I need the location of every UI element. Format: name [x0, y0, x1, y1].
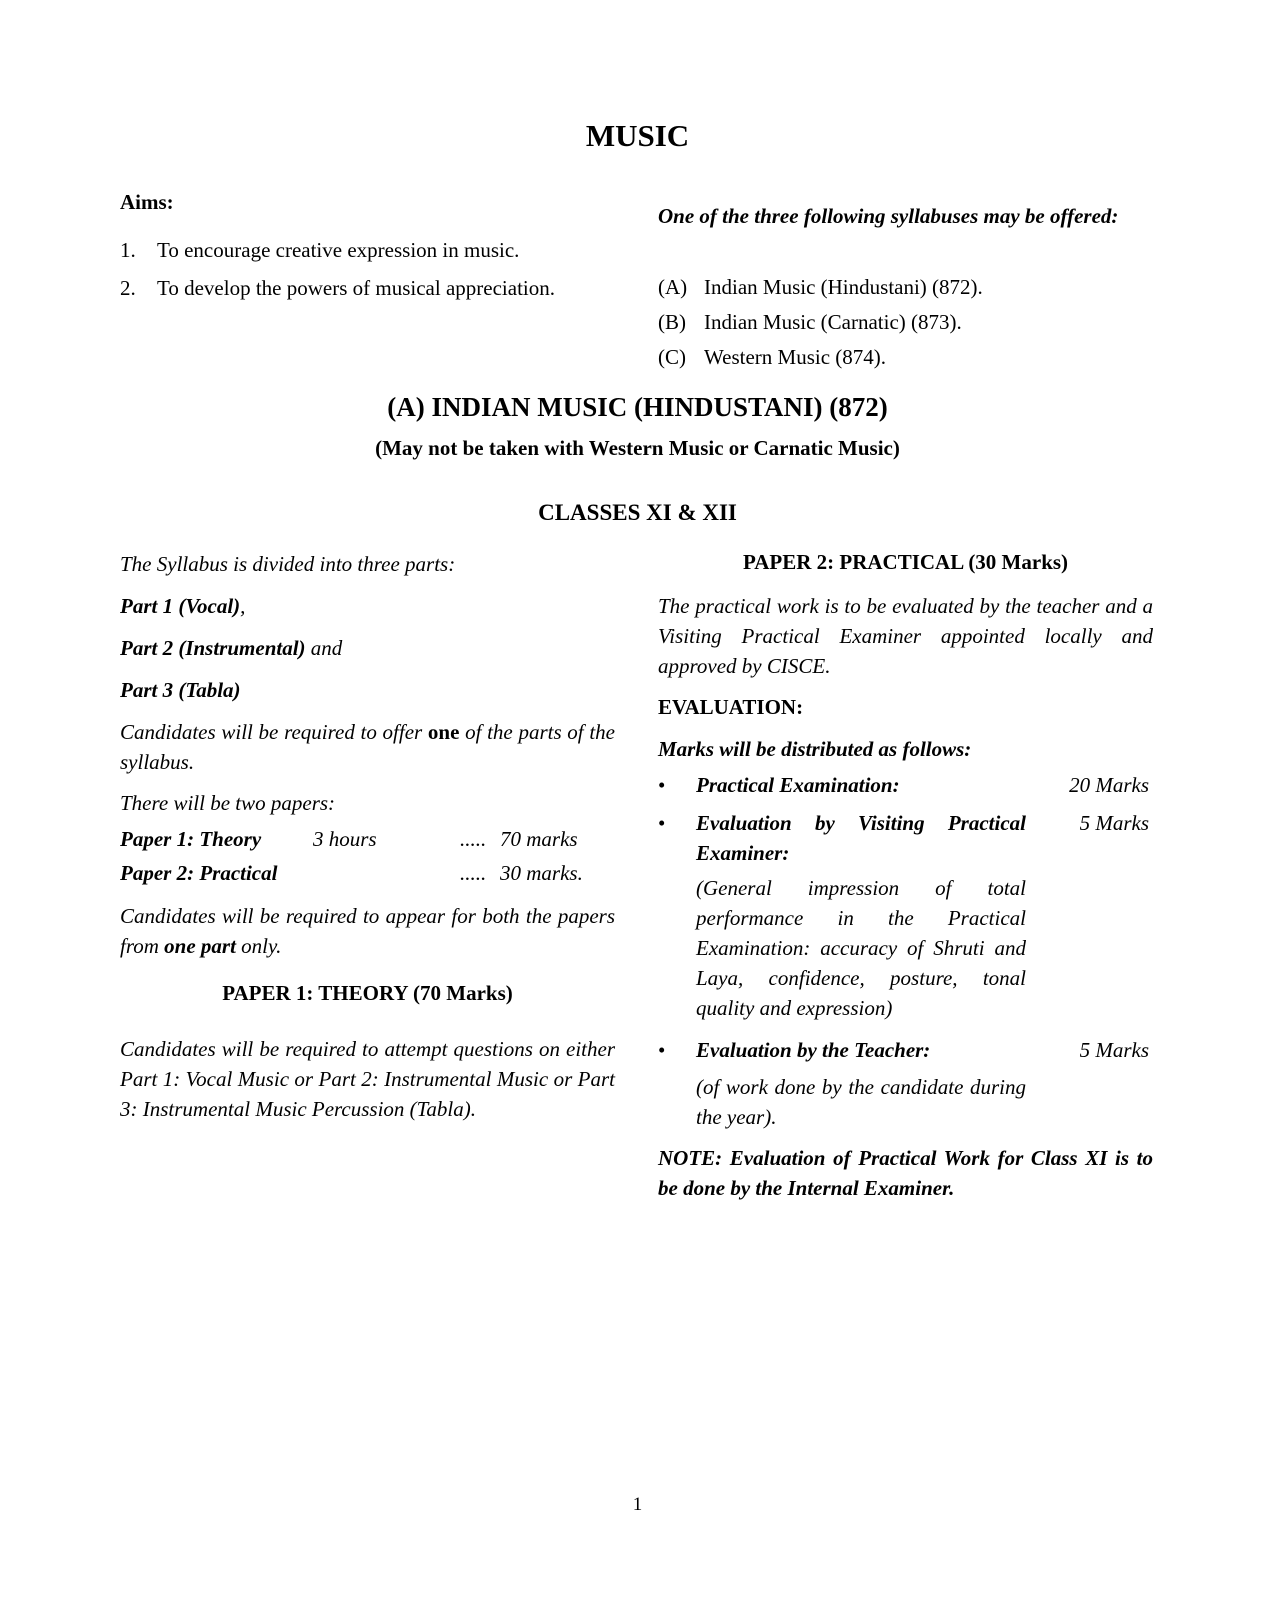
bullet-marker: •: [658, 1038, 666, 1062]
paper-marks: 70 marks: [500, 827, 578, 851]
aims-list: [120, 236, 555, 312]
part-2-line: [120, 633, 615, 663]
aims-item: [120, 236, 555, 274]
evaluation-item-label: Evaluation by Visiting Practical Examiner:: [696, 811, 1026, 865]
paper-marks: 30 marks.: [500, 861, 583, 885]
theory-text: Candidates will be required to attempt questions on either Part 1: Vocal Music or Part 2: Instrumental Music or Part 3: Instrumental Music Percussion (Tabla).: [120, 1037, 615, 1121]
page-title: MUSIC: [585, 118, 690, 153]
page-number: 1: [632, 1494, 643, 1515]
bullet-marker: •: [658, 811, 666, 835]
section-subtitle: (May not be taken with Western Music or Carnatic Music): [375, 436, 900, 460]
part-1-line: [120, 591, 615, 621]
aims-item-text: To encourage creative expression in music.: [157, 238, 520, 262]
part-2-suffix: and: [305, 636, 343, 660]
part-1-suffix: ,: [240, 594, 246, 618]
two-papers-text: There will be two papers:: [120, 791, 336, 815]
aims-item-text: To develop the powers of musical appreciation.: [157, 276, 555, 300]
offer-text-pre: Candidates will be required to offer: [120, 720, 428, 744]
practical-text: The practical work is to be evaluated by the teacher and a Visiting Practical Examiner appointed locally and approved by CISCE.: [658, 594, 1153, 678]
syllabus-offered-list: [658, 273, 983, 378]
theory-heading: PAPER 1: THEORY (70 Marks): [222, 981, 513, 1005]
offer-one-part-text: [120, 717, 615, 777]
syllabus-option: [658, 343, 983, 378]
paper-name: Paper 1: Theory: [120, 827, 262, 851]
aims-heading: Aims:: [120, 190, 174, 214]
paper-row: [120, 858, 615, 888]
classes-heading: CLASSES XI & XII: [538, 500, 737, 525]
part-2-label: Part 2 (Instrumental): [120, 636, 306, 660]
syllabus-option-letter: (C): [658, 345, 686, 369]
section-title: (A) INDIAN MUSIC (HINDUSTANI) (872): [387, 392, 888, 422]
aims-item-number: 2.: [120, 276, 136, 300]
syllabus-option-letter: (B): [658, 310, 686, 334]
evaluation-heading: EVALUATION:: [658, 695, 804, 719]
paper-name: Paper 2: Practical: [120, 861, 278, 885]
aims-item-number: 1.: [120, 238, 136, 262]
evaluation-item-marks: 5 Marks: [1079, 811, 1149, 835]
appear-text-bold: one part: [164, 934, 236, 958]
evaluation-item-marks: 20 Marks: [1069, 773, 1149, 797]
paper-hours: 3 hours: [313, 827, 377, 851]
evaluation-item-marks: 5 Marks: [1079, 1038, 1149, 1062]
paper-row: [120, 824, 615, 854]
evaluation-item-note: (of work done by the candidate during the year).: [696, 1075, 1026, 1129]
syllabus-option-text: Indian Music (Carnatic) (873).: [704, 310, 962, 334]
appear-text-post: only.: [235, 934, 282, 958]
practical-heading: PAPER 2: PRACTICAL (30 Marks): [742, 550, 1069, 574]
syllabus-option-letter: (A): [658, 275, 688, 299]
evaluation-item-note: (General impression of total performance in the Practical Examination: accuracy of Shruti and Laya, confidence, posture, tonal quality and expression): [696, 876, 1026, 1020]
syllabus-option: [658, 308, 983, 343]
part-3-label: Part 3 (Tabla): [120, 678, 241, 702]
aims-item: [120, 274, 555, 312]
syllabus-option-text: Western Music (874).: [704, 345, 887, 369]
appear-text-pre: Candidates will be required to appear for both the papers from: [120, 904, 615, 958]
evaluation-item-label: Evaluation by the Teacher:: [696, 1038, 931, 1062]
paper-dots: .....: [460, 827, 487, 851]
part-1-label: Part 1 (Vocal): [120, 594, 241, 618]
syllabus-divided-text: The Syllabus is divided into three parts:: [120, 552, 456, 576]
offer-text-bold: one: [427, 720, 460, 744]
syllabus-option: [658, 273, 983, 308]
appear-both-papers-text: [120, 901, 615, 961]
syllabus-option-text: Indian Music (Hindustani) (872).: [704, 275, 983, 299]
offer-text-post: of the parts of the syllabus.: [120, 720, 615, 774]
bullet-marker: •: [658, 773, 666, 797]
marks-distributed-text: Marks will be distributed as follows:: [658, 737, 972, 761]
evaluation-item-label: Practical Examination:: [696, 773, 900, 797]
paper-dots: .....: [460, 861, 487, 885]
syllabus-offered-intro: One of the three following syllabuses may be offered:: [658, 204, 1119, 228]
internal-examiner-note: NOTE: Evaluation of Practical Work for Class XI is to be done by the Internal Examiner.: [658, 1146, 1153, 1200]
